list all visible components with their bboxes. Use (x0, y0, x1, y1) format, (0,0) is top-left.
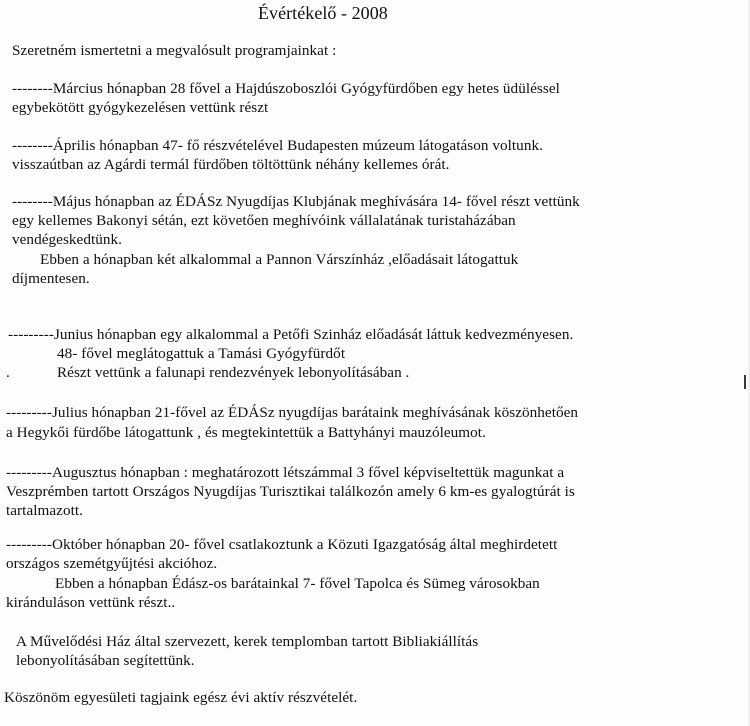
intro-line: Szeretném ismertetni a megvalósult programjainkat : (12, 42, 337, 59)
closing-line: Köszönöm egyesületi tagjaink egész évi aktív részvételét. (4, 689, 358, 706)
may-line-2: egy kellemes Bakonyi sétán, ezt követően meghívóink vállalatának turistaházában (12, 212, 516, 229)
july-line-2: a Hegykői fürdőbe látogattunk , és megtekintettük a Battyhányi mauzóleumot. (6, 424, 486, 441)
april-line-2: visszaútban az Agárdi termál fürdőben töltöttünk néhány kellemes órát. (12, 156, 450, 173)
may-line-3: vendégeskedtünk. (12, 231, 123, 248)
cultural-house-line-2: lebonyolításában segítettünk. (16, 652, 195, 669)
october-line-3: Ebben a hónapban Édász-os barátainkal 7- fővel Tapolca és Sümeg városokban (55, 575, 540, 592)
scan-artifact-mark (744, 375, 746, 389)
cultural-house-line-1: A Művelődési Ház által szervezett, kerek templomban tartott Bibliakiállítás (16, 633, 479, 650)
july-line-1: ---------Julius hónapban 21-fővel az ÉDÁSz nyugdíjas barátaink meghívásának köszönhetően (6, 404, 579, 421)
october-line-4: kiránduláson vettünk részt.. (6, 594, 176, 611)
may-line-5: díjmentesen. (12, 270, 90, 287)
october-line-1: ---------Október hónapban 20- fővel csatlakoztunk a Közuti Igazgatóság által meghirdetett (6, 536, 558, 553)
august-line-1: ---------Augusztus hónapban : meghatározott létszámmal 3 fővel képviseltettük magunkat a (6, 464, 565, 481)
june-line-1: ---------Junius hónapban egy alkalommal a Petőfi Szinház előadását láttuk kedvezményesen. (8, 326, 574, 343)
may-line-1: --------Május hónapban az ÉDÁSz Nyugdíjas Klubjának meghívására 14- fővel részt vettünk (12, 193, 580, 210)
june-line-3: Részt vettünk a falunapi rendezvények lebonyolításában . (57, 364, 410, 381)
june-line-2: 48- fővel meglátogattuk a Tamási Gyógyfürdőt (57, 345, 346, 362)
august-line-3: tartalmazott. (6, 502, 83, 519)
march-line-2: egybekötött gyógykezelésen vettünk részt (12, 99, 269, 116)
march-line-1: --------Március hónapban 28 fővel a Hajdúszoboszlói Gyógyfürdőben egy hetes üdüléssel (12, 80, 560, 97)
june-dot: . (6, 364, 10, 381)
october-line-2: országos szemétgyűjtési akcióhoz. (6, 555, 218, 572)
april-line-1: --------Április hónapban 47- fő részvételével Budapesten múzeum látogatáson voltunk. (12, 137, 543, 154)
august-line-2: Veszprémben tartott Országos Nyugdíjas Turisztikai találkozón amely 6 km-es gyalogtúrát is (6, 483, 575, 500)
document-title: Évértékelő - 2008 (258, 3, 388, 23)
may-line-4: Ebben a hónapban két alkalommal a Pannon Várszínház ,előadásait látogattuk (40, 251, 519, 268)
